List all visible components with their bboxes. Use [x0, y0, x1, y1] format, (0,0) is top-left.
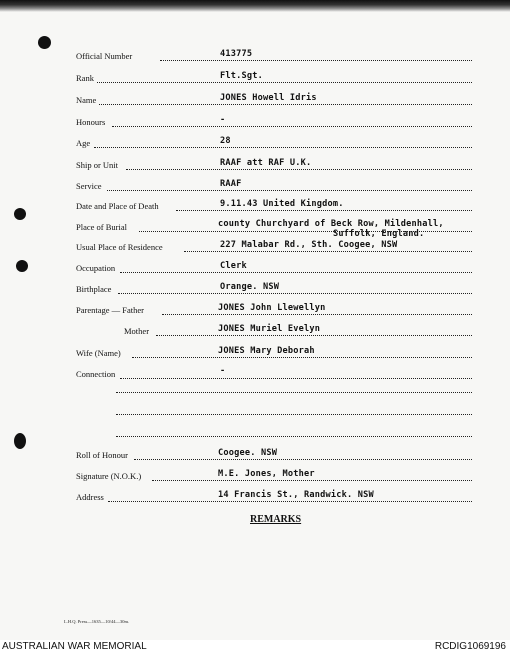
row-address: [0, 490, 510, 504]
value-honours: -: [220, 115, 226, 125]
dotted-line: [132, 357, 472, 358]
dotted-line: [160, 60, 472, 61]
dotted-line: [184, 251, 472, 252]
value-rank: Flt.Sgt.: [220, 71, 263, 81]
label-rank: Rank: [76, 73, 94, 83]
dotted-line: [120, 378, 472, 379]
blank-dotted-line: [116, 392, 472, 393]
scan-edge: [0, 0, 510, 12]
label-age: Age: [76, 138, 91, 148]
value-place-of-burial-line2: Suffolk, England.: [333, 229, 425, 239]
label-signature: Signature (N.O.K.): [76, 471, 142, 481]
row-name: [0, 93, 510, 107]
row-place-of-burial: [0, 219, 510, 239]
dotted-line: [120, 272, 472, 273]
value-birthplace: Orange. NSW: [220, 282, 280, 292]
label-service: Service: [76, 181, 102, 191]
label-official-number: Official Number: [76, 51, 133, 61]
dotted-line: [112, 126, 472, 127]
row-ship-or-unit: [0, 158, 510, 172]
value-date-place-death: 9.11.43 United Kingdom.: [220, 199, 344, 209]
dotted-line: [118, 293, 472, 294]
row-roll-of-honour: [0, 448, 510, 462]
blank-dotted-line: [116, 436, 472, 437]
label-place-of-burial: Place of Burial: [76, 222, 127, 232]
dotted-line: [97, 82, 472, 83]
value-father: JONES John Llewellyn: [218, 303, 326, 313]
dotted-line: [126, 169, 472, 170]
archive-footer: [0, 640, 510, 654]
label-residence: Usual Place of Residence: [76, 242, 163, 252]
value-place-of-burial: county Churchyard of Beck Row, Mildenhall,: [218, 219, 444, 229]
value-official-number: 413775: [220, 49, 253, 59]
archive-name: AUSTRALIAN WAR MEMORIAL: [2, 641, 147, 652]
label-occupation: Occupation: [76, 263, 116, 273]
label-father: Parentage — Father: [76, 305, 144, 315]
value-roll-of-honour: Coogee. NSW: [218, 448, 278, 458]
label-roll-of-honour: Roll of Honour: [76, 450, 128, 460]
row-occupation: [0, 261, 510, 275]
value-name: JONES Howell Idris: [220, 93, 317, 103]
label-name: Name: [76, 95, 97, 105]
printer-line: L.H.Q. Press—1635—10/44—30m.: [64, 619, 130, 624]
row-official-number: [0, 49, 510, 63]
value-mother: JONES Muriel Evelyn: [218, 324, 321, 334]
label-honours: Honours: [76, 117, 106, 127]
row-mother: [0, 324, 510, 338]
dotted-line: [156, 335, 472, 336]
value-ship-or-unit: RAAF att RAF U.K.: [220, 158, 312, 168]
row-service: [0, 179, 510, 193]
label-address: Address: [76, 492, 104, 502]
dotted-line: [176, 210, 472, 211]
row-connection: [0, 367, 510, 381]
label-wife: Wife (Name): [76, 348, 121, 358]
label-ship-or-unit: Ship or Unit: [76, 160, 119, 170]
blank-dotted-line: [116, 414, 472, 415]
dotted-line: [152, 480, 472, 481]
row-father: [0, 303, 510, 317]
row-wife: [0, 346, 510, 360]
dotted-line: [99, 104, 472, 105]
value-age: 28: [220, 136, 231, 146]
punch-hole: [14, 433, 26, 449]
archive-reference: RCDIG1069196: [434, 641, 506, 652]
dotted-line: [108, 501, 472, 502]
label-mother: Mother: [124, 326, 150, 336]
value-wife: JONES Mary Deborah: [218, 346, 315, 356]
remarks-heading: REMARKS: [250, 514, 302, 525]
row-birthplace: [0, 282, 510, 296]
label-date-place-death: Date and Place of Death: [76, 201, 159, 211]
value-address: 14 Francis St., Randwick. NSW: [218, 490, 374, 500]
punch-hole: [38, 36, 51, 49]
value-service: RAAF: [220, 179, 242, 189]
dotted-line: [134, 459, 472, 460]
row-signature: [0, 469, 510, 483]
value-residence: 227 Malabar Rd., Sth. Coogee, NSW: [220, 240, 398, 250]
dotted-line: [94, 147, 472, 148]
value-connection: -: [220, 366, 226, 376]
label-connection: Connection: [76, 369, 116, 379]
value-occupation: Clerk: [220, 261, 247, 271]
value-signature: M.E. Jones, Mother: [218, 469, 315, 479]
row-age: [0, 136, 510, 150]
row-honours: [0, 115, 510, 129]
dotted-line: [107, 190, 472, 191]
row-residence: [0, 240, 510, 254]
label-birthplace: Birthplace: [76, 284, 112, 294]
row-date-place-death: [0, 199, 510, 213]
row-rank: [0, 71, 510, 85]
dotted-line: [162, 314, 472, 315]
